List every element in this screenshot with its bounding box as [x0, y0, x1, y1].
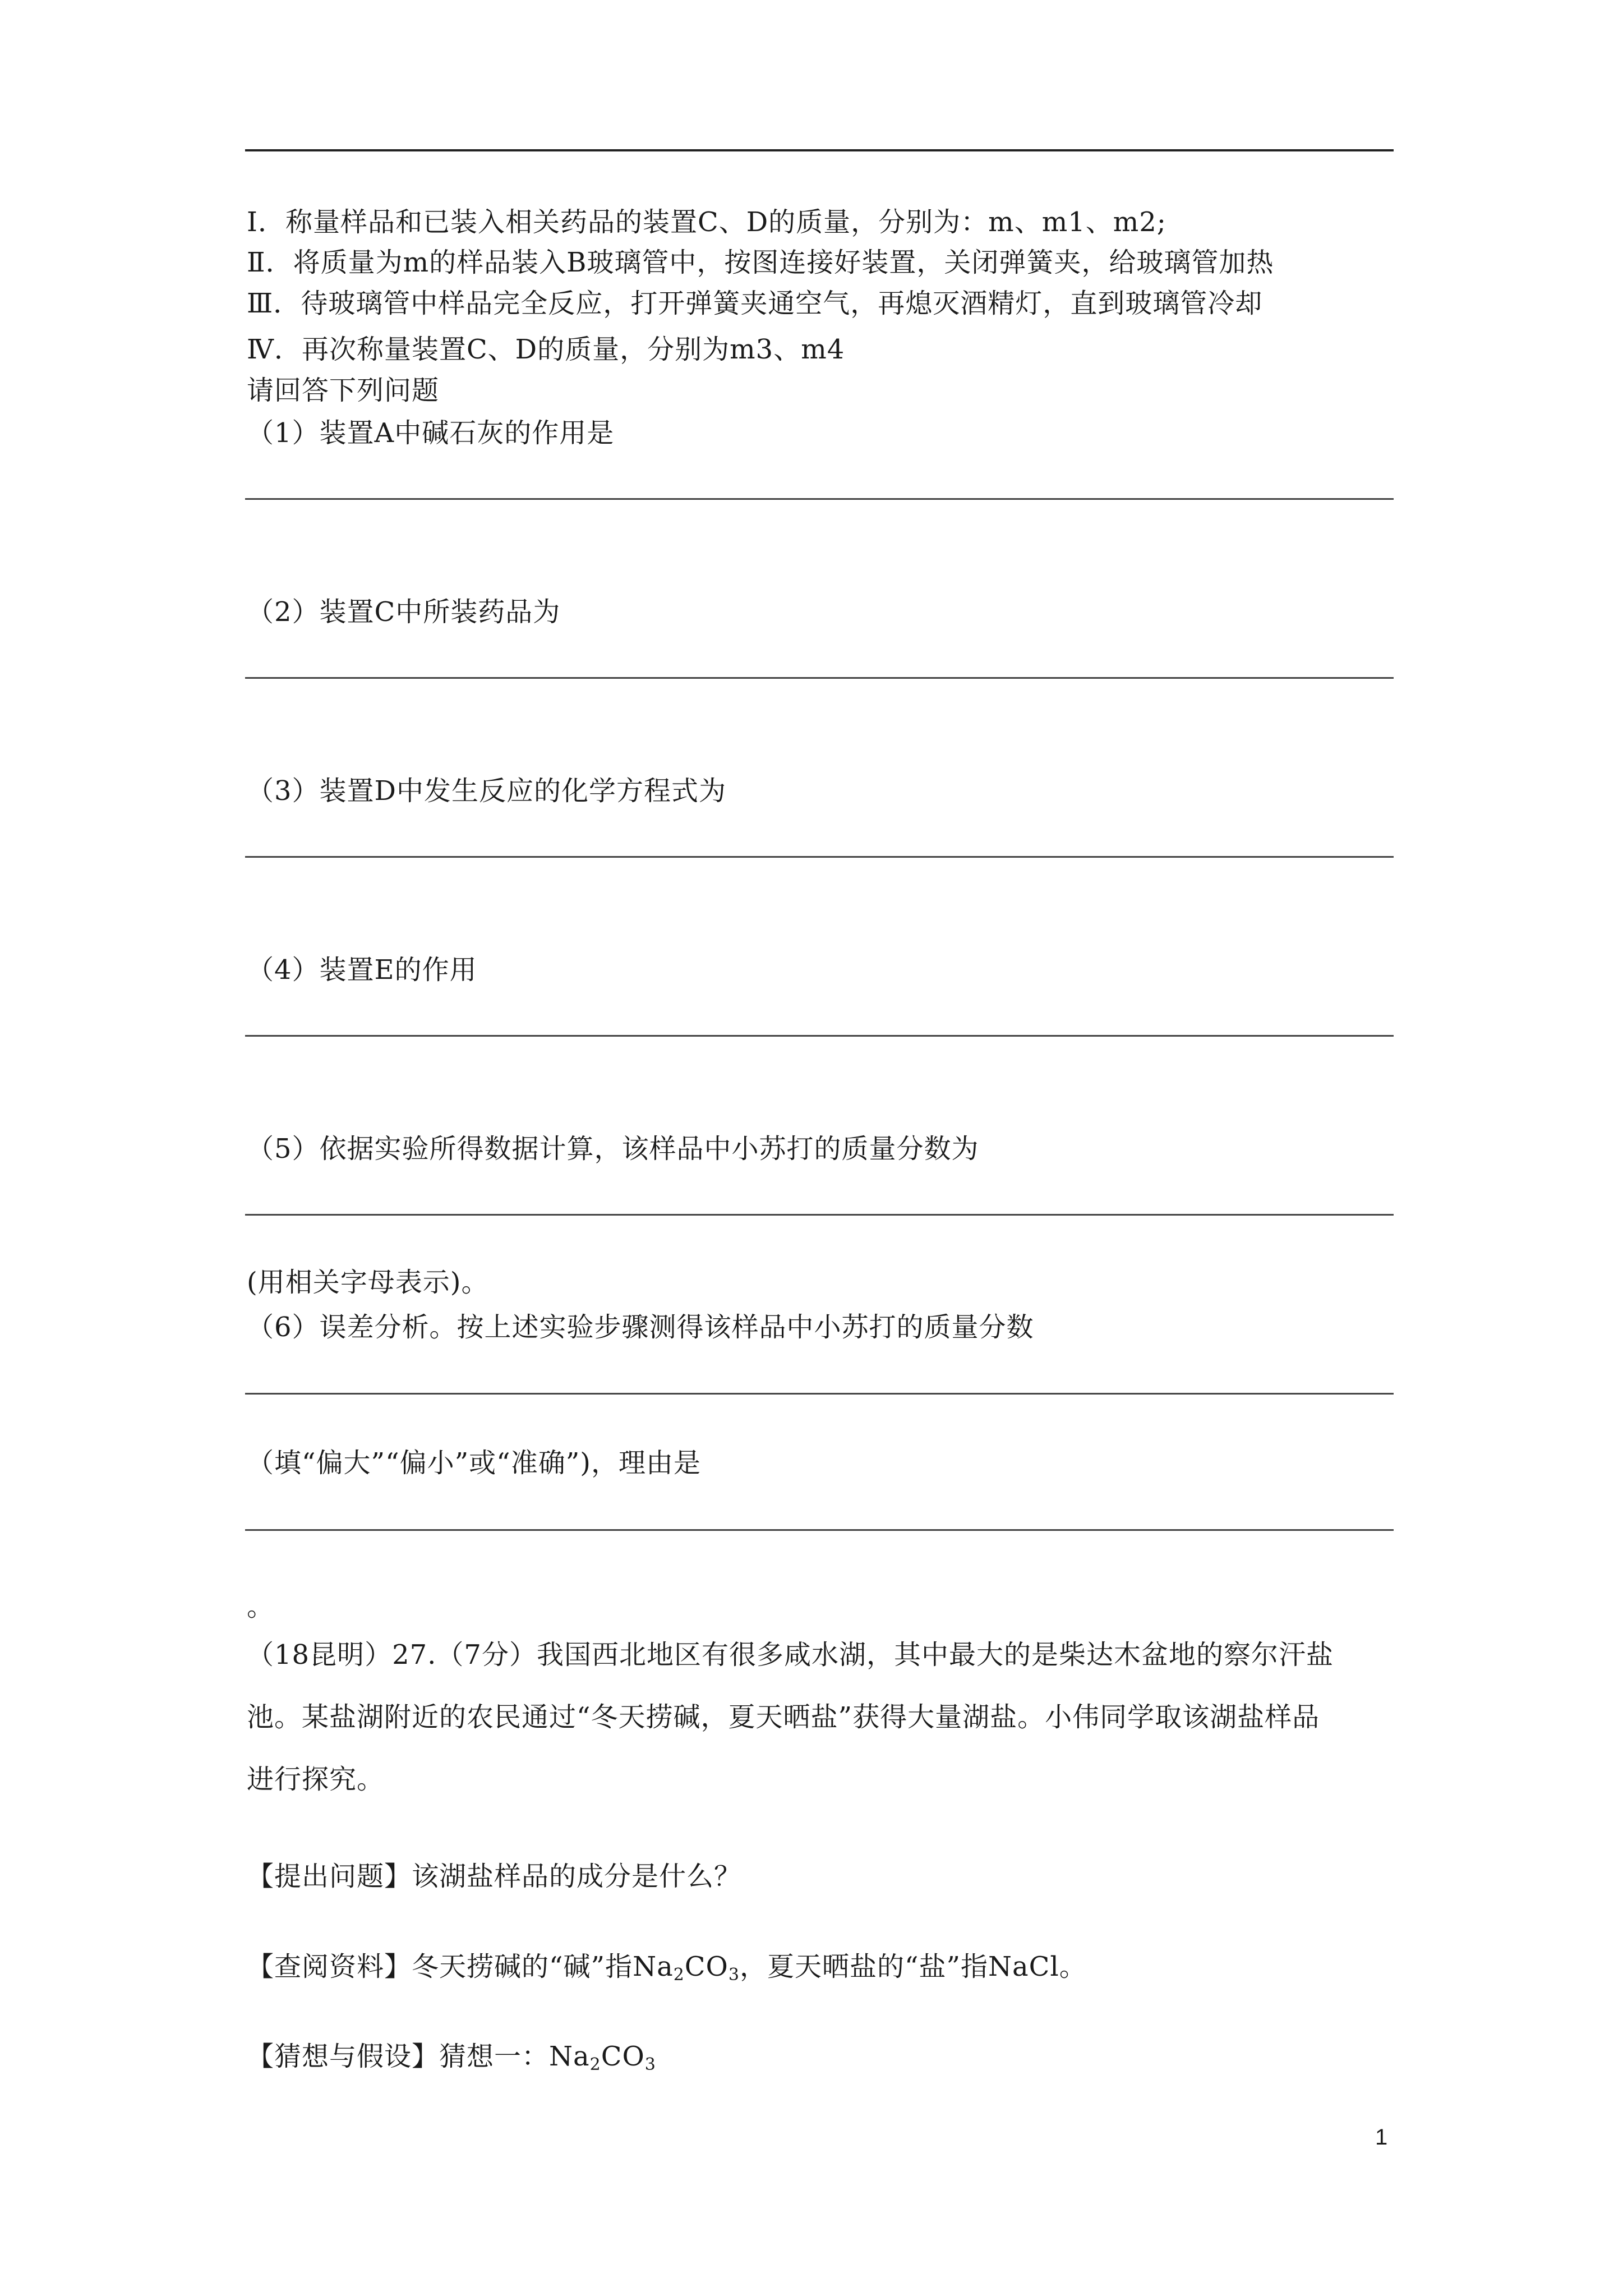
answer-line-3 [245, 856, 1394, 858]
question-5: （5）依据实验所得数据计算，该样品中小苏打的质量分数为 [247, 1133, 979, 1165]
reference-info-text-c: ，夏天晒盐的“盐”指NaCl。 [739, 1951, 1087, 1982]
reference-info-text-a: 【查阅资料】冬天捞碱的“碱”指Na [247, 1951, 674, 1982]
answer-line-7 [245, 1529, 1394, 1531]
step-2: Ⅱ．将质量为m的样品装入B玻璃管中，按图连接好装置，关闭弹簧夹，给玻璃管加热 [247, 247, 1274, 278]
hypothesis [247, 2041, 656, 2072]
problem-27-line-2: 池。某盐湖附近的农民通过“冬天捞碱，夏天晒盐”获得大量湖盐。小伟同学取该湖盐样品 [247, 1701, 1320, 1733]
question-2: （2）装置C中所装药品为 [247, 596, 561, 628]
question-1: （1）装置A中碱石灰的作用是 [247, 417, 615, 449]
question-6: （6）误差分析。按上述实验步骤测得该样品中小苏打的质量分数 [247, 1312, 1034, 1343]
answer-line-2 [245, 677, 1394, 679]
question-4: （4）装置E的作用 [247, 954, 477, 986]
page-number: 1 [1375, 2125, 1388, 2150]
step-1: Ⅰ．称量样品和已装入相关药品的装置C、D的质量，分别为：m、m1、m2; [247, 206, 1166, 238]
answer-line-5 [245, 1214, 1394, 1216]
hypothesis-text-a: 【猜想与假设】猜想一：Na [247, 2041, 590, 2072]
header-rule [245, 149, 1394, 151]
answer-line-1 [245, 498, 1394, 500]
end-mark: 。 [247, 1591, 275, 1622]
subscript-2: 2 [673, 1965, 685, 1985]
question-5-note: (用相关字母表示)。 [247, 1267, 489, 1298]
problem-27-line-3: 进行探究。 [247, 1764, 385, 1795]
intro-text: 请回答下列问题 [247, 375, 440, 406]
subscript-3: 3 [644, 2055, 656, 2074]
question-6-fill: （填“偏大”“偏小”或“准确”)，理由是 [247, 1447, 701, 1479]
question-3: （3）装置D中发生反应的化学方程式为 [247, 775, 727, 807]
reference-info-text-b: CO [684, 1951, 728, 1982]
step-3: Ⅲ．待玻璃管中样品完全反应，打开弹簧夹通空气，再熄灭酒精灯，直到玻璃管冷却 [247, 288, 1263, 319]
answer-line-6 [245, 1393, 1394, 1395]
problem-27-line-1: （18昆明）27.（7分）我国西北地区有很多咸水湖，其中最大的是柴达木盆地的察尔汗盐 [247, 1639, 1334, 1671]
hypothesis-text-b: CO [601, 2041, 645, 2072]
step-4: Ⅳ．再次称量装置C、D的质量，分别为m3、m4 [247, 334, 845, 365]
subscript-3: 3 [728, 1965, 740, 1985]
subscript-2: 2 [589, 2055, 601, 2074]
reference-info [247, 1951, 1087, 1985]
raise-question: 【提出问题】该湖盐样品的成分是什么？ [247, 1861, 742, 1892]
answer-line-4 [245, 1035, 1394, 1037]
